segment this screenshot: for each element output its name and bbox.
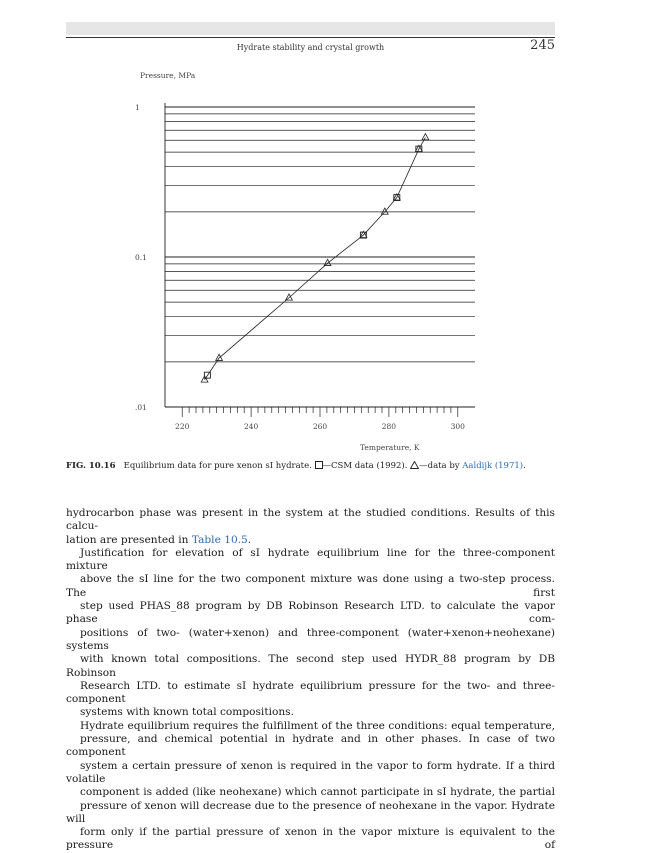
x-axis-title: Temperature, K xyxy=(360,443,420,452)
text-line: Research LTD. to estimate sI hydrate equilibrium pressure for the two- and three-component xyxy=(66,679,555,706)
square-marker-icon xyxy=(315,461,323,469)
text-line: systems with known total compositions. xyxy=(80,706,294,719)
text-line: Hydrate equilibrium requires the fulfillment of the three conditions: equal temperature, xyxy=(80,719,555,732)
text-line: Justification for elevation of sI hydrate equilibrium line for the three-component mixture xyxy=(66,546,555,573)
text-line: pressure of xenon will decrease due to the presence of neohexane in the vapor. Hydrate will xyxy=(66,799,555,825)
table-10-5-link[interactable]: Table 10.5 xyxy=(191,533,248,546)
legend-triangle-text: —data by xyxy=(419,461,460,471)
legend-square-text: —CSM data (1992). xyxy=(322,461,408,471)
aaldijk-link[interactable]: Aaldijk (1971) xyxy=(462,461,524,471)
y-axis-title: Pressure, MPa xyxy=(140,71,196,80)
text-line: system a certain pressure of xenon is required in the vapor to form hydrate. If a third volatile xyxy=(66,759,555,785)
x-tick-label: 280 xyxy=(381,422,397,431)
y-tick-label: 1 xyxy=(135,103,140,112)
series-line xyxy=(205,137,426,379)
text-line: form only if the partial pressure of xenon in the vapor mixture is equivalent to the pressure of xyxy=(66,826,555,852)
triangle-data-point xyxy=(324,259,331,265)
text-line xyxy=(66,534,555,547)
text-line: with known total compositions. The second step used HYDR_88 program by DB Robinson xyxy=(66,653,555,679)
running-title: Hydrate stability and crystal growth xyxy=(236,43,385,52)
paragraph-1 xyxy=(66,507,555,547)
caption-text: Equilibrium data for pure xenon sI hydrate. xyxy=(123,461,312,471)
legend-end: . xyxy=(523,461,526,471)
text-line: hydrocarbon phase was present in the system at the studied conditions. Results of this calcu- xyxy=(66,507,555,533)
x-tick-label: 260 xyxy=(312,422,328,431)
text-fragment: . xyxy=(247,533,252,546)
paragraph-3 xyxy=(66,720,555,853)
x-tick-label: 300 xyxy=(450,422,465,431)
text-line: step used PHAS_88 program by DB Robinson Research LTD. to calculate the vapor phase com- xyxy=(66,600,555,626)
equilibrium-chart xyxy=(130,85,490,435)
page-number: 245 xyxy=(530,38,555,53)
x-tick-label: 240 xyxy=(243,422,259,431)
y-tick-label: .01 xyxy=(135,403,147,412)
triangle-data-point xyxy=(422,134,429,140)
text-line: above the sI line for the two component mixture was done using a two-step process. The first xyxy=(66,573,555,599)
text-line: positions of two- (water+xenon) and three-component (water+xenon+neohexane) systems xyxy=(66,626,555,652)
text-line: pressure, and chemical potential in hydrate and in other phases. In case of two component xyxy=(66,733,555,759)
triangle-data-point xyxy=(286,294,293,300)
text-fragment: lation are presented in xyxy=(66,533,189,546)
y-tick-label: 0.1 xyxy=(135,253,147,262)
body-text xyxy=(66,507,555,853)
triangle-data-point xyxy=(216,354,223,360)
paragraph-2 xyxy=(66,547,555,720)
header-rule xyxy=(66,37,555,38)
text-line: component is added (like neohexane) which cannot participate in sI hydrate, the partial xyxy=(80,786,555,799)
figure-label: FIG. 10.16 xyxy=(66,461,116,471)
top-gray-bar xyxy=(66,22,555,35)
x-tick-label: 220 xyxy=(175,422,190,431)
triangle-marker-icon xyxy=(410,461,419,469)
figure-caption xyxy=(66,461,566,471)
